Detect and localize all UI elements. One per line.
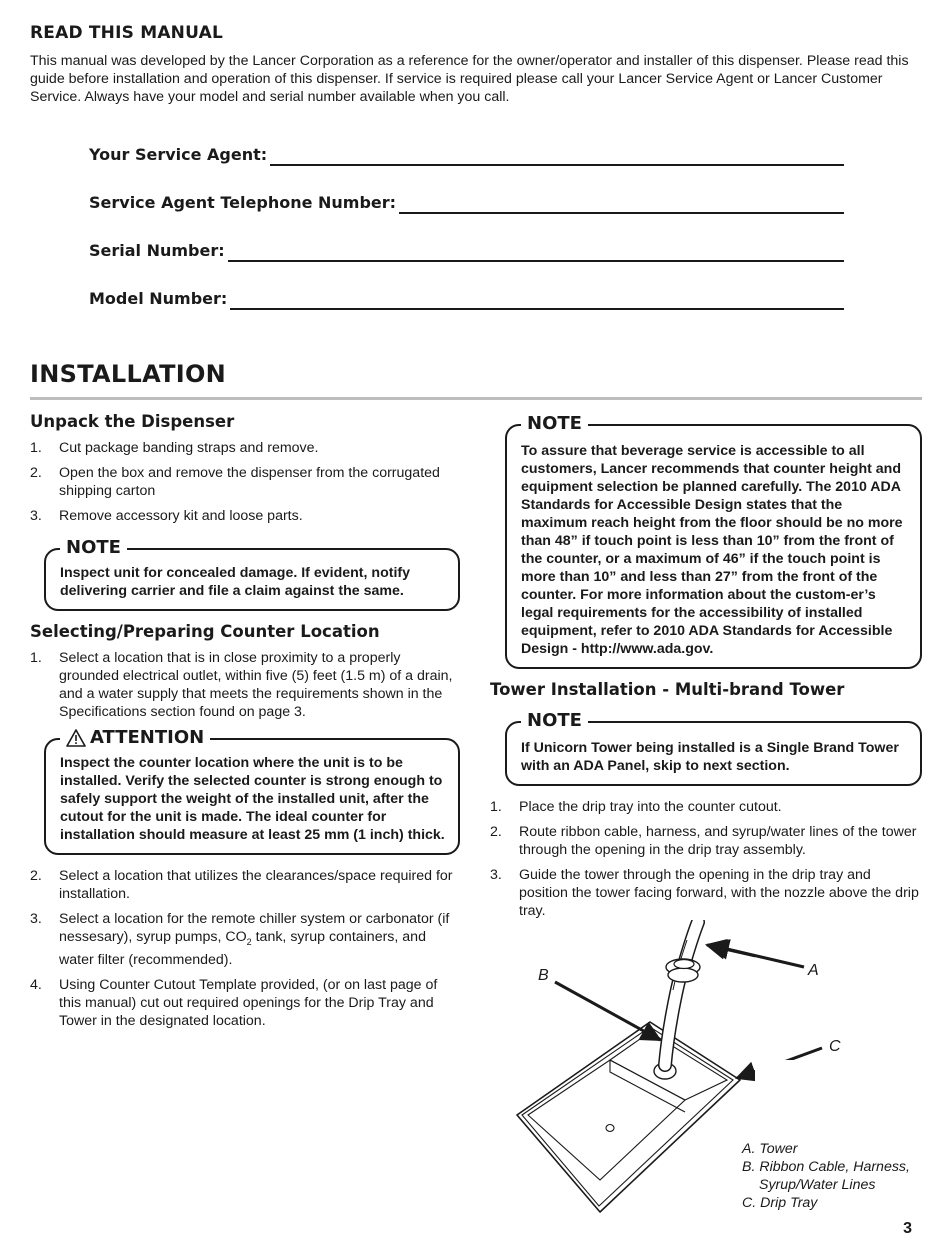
list-item: 1. Select a location that is in close proximity to a properly grounded electrical outlet, within five (5) feet (1.5 m) of a drain, and a water supply that meets the requirements shown in the Specifications section found on page 3. <box>30 650 453 720</box>
attention-box <box>44 727 460 855</box>
note-text: To assure that beverage service is accessible to all customers, Lancer recommends that counter height and equipment selection be planned carefully. The 2010 ADA Standards for Accessible Design states that the maximum reach height from the floor should be no more than 48” if touch point is less than 10” from the front of the counter, or a maximum of 46” if the touch point is more than 10” and less than 27” from the front of the counter. For more information about the custom-er’s legal requirements for the accessibility of installed equipment, refer to 2010 ADA Standards for Accessible Design - http://www.ada.gov. <box>521 443 903 657</box>
field-blank-line <box>270 144 844 166</box>
field-label: Serial Number: <box>89 241 225 260</box>
callout-a-label: A <box>808 962 819 979</box>
note-text: Inspect unit for concealed damage. If evident, notify delivering carrier and file a claim against the same. <box>60 565 411 599</box>
list-item: 2. Route ribbon cable, harness, and syrup/water lines of the tower through the opening in the drip tray assembly. <box>490 824 917 858</box>
legend-item: C. Drip Tray <box>742 1195 818 1211</box>
callout-b-label: B <box>538 967 549 984</box>
serial-number-field[interactable] <box>89 214 844 262</box>
ada-note <box>505 413 922 669</box>
counter-heading: Selecting/Preparing Counter Location <box>30 622 380 641</box>
list-item: 1. Cut package banding straps and remove. <box>30 440 319 456</box>
note-text: If Unicorn Tower being installed is a Single Brand Tower with an ADA Panel, skip to next section. <box>521 740 899 774</box>
field-blank-line <box>399 192 844 214</box>
model-number-field[interactable] <box>89 262 844 310</box>
list-item: 2. Select a location that utilizes the clearances/space required for installation. <box>30 868 453 902</box>
list-item: 3. Remove accessory kit and loose parts. <box>30 508 303 524</box>
legend-item: B. Ribbon Cable, Harness, <box>742 1159 910 1175</box>
owner-info-fields <box>89 118 844 310</box>
callout-arrows-right <box>700 930 840 1060</box>
legend-item: Syrup/Water Lines <box>759 1177 876 1193</box>
damage-note <box>44 537 460 611</box>
counter-steps-part1 <box>30 649 462 721</box>
list-item: 2. Open the box and remove the dispenser from the corrugated shipping carton <box>30 465 440 499</box>
left-column <box>30 413 462 1037</box>
installation-heading: INSTALLATION <box>30 360 227 388</box>
list-item: 4. Using Counter Cutout Template provided, (or on last page of this manual) cut out required openings for the Drip Tray and Tower in the designated location. <box>30 976 438 1029</box>
attention-text: Inspect the counter location where the unit is to be installed. Verify the selected counter is strong enough to safely support the weight of the installed unit, after the cutout for the unit is made. The ideal counter for installation should measure at least 25 mm (1 inch) thick. <box>60 755 445 843</box>
service-agent-field[interactable] <box>89 118 844 166</box>
telephone-field[interactable] <box>89 166 844 214</box>
field-blank-line <box>230 288 844 310</box>
read-manual-heading: READ THIS MANUAL <box>30 23 223 43</box>
field-label: Your Service Agent: <box>89 145 268 164</box>
note-title: NOTE <box>521 413 588 435</box>
unpack-heading: Unpack the Dispenser <box>30 412 235 431</box>
page-number: 3 <box>903 1220 912 1237</box>
counter-steps-part2 <box>30 867 462 1030</box>
list-item: 1. Place the drip tray into the counter cutout. <box>490 799 782 815</box>
field-blank-line <box>228 240 844 262</box>
tower-steps <box>490 798 922 920</box>
field-label: Model Number: <box>89 289 228 308</box>
intro-paragraph: This manual was developed by the Lancer Corporation as a reference for the owner/operator and installer of this dispenser. Please read this guide before installation and operation of this dispenser. If service is required please call your Lancer Service Agent or Lancer Customer Service. Always have your model and serial number available when you call. <box>30 53 909 105</box>
attention-title: ATTENTION <box>60 727 210 749</box>
unpack-steps <box>30 439 462 525</box>
callout-c-label: C <box>829 1038 841 1055</box>
list-item: 3. Select a location for the remote chiller system or carbonator (if nessesary), syrup pumps, $CO_2$ tank, syrup containers, and water filter (recommended). <box>30 911 450 968</box>
legend-item: A. Tower <box>742 1141 798 1157</box>
callout-b-arrow <box>555 982 660 1040</box>
field-label: Service Agent Telephone Number: <box>89 193 397 212</box>
warning-triangle-icon <box>66 729 86 747</box>
tower-heading: Tower Installation - Multi-brand Tower <box>490 680 845 699</box>
note-title: NOTE <box>521 710 588 732</box>
tower-note <box>505 710 922 786</box>
figure-legend <box>742 1140 910 1212</box>
note-title: NOTE <box>60 537 127 559</box>
section-divider <box>30 397 922 400</box>
right-column <box>490 413 922 927</box>
list-item: 3. Guide the tower through the opening in the drip tray and position the tower facing forward, with the nozzle above the drip tray. <box>490 867 919 919</box>
